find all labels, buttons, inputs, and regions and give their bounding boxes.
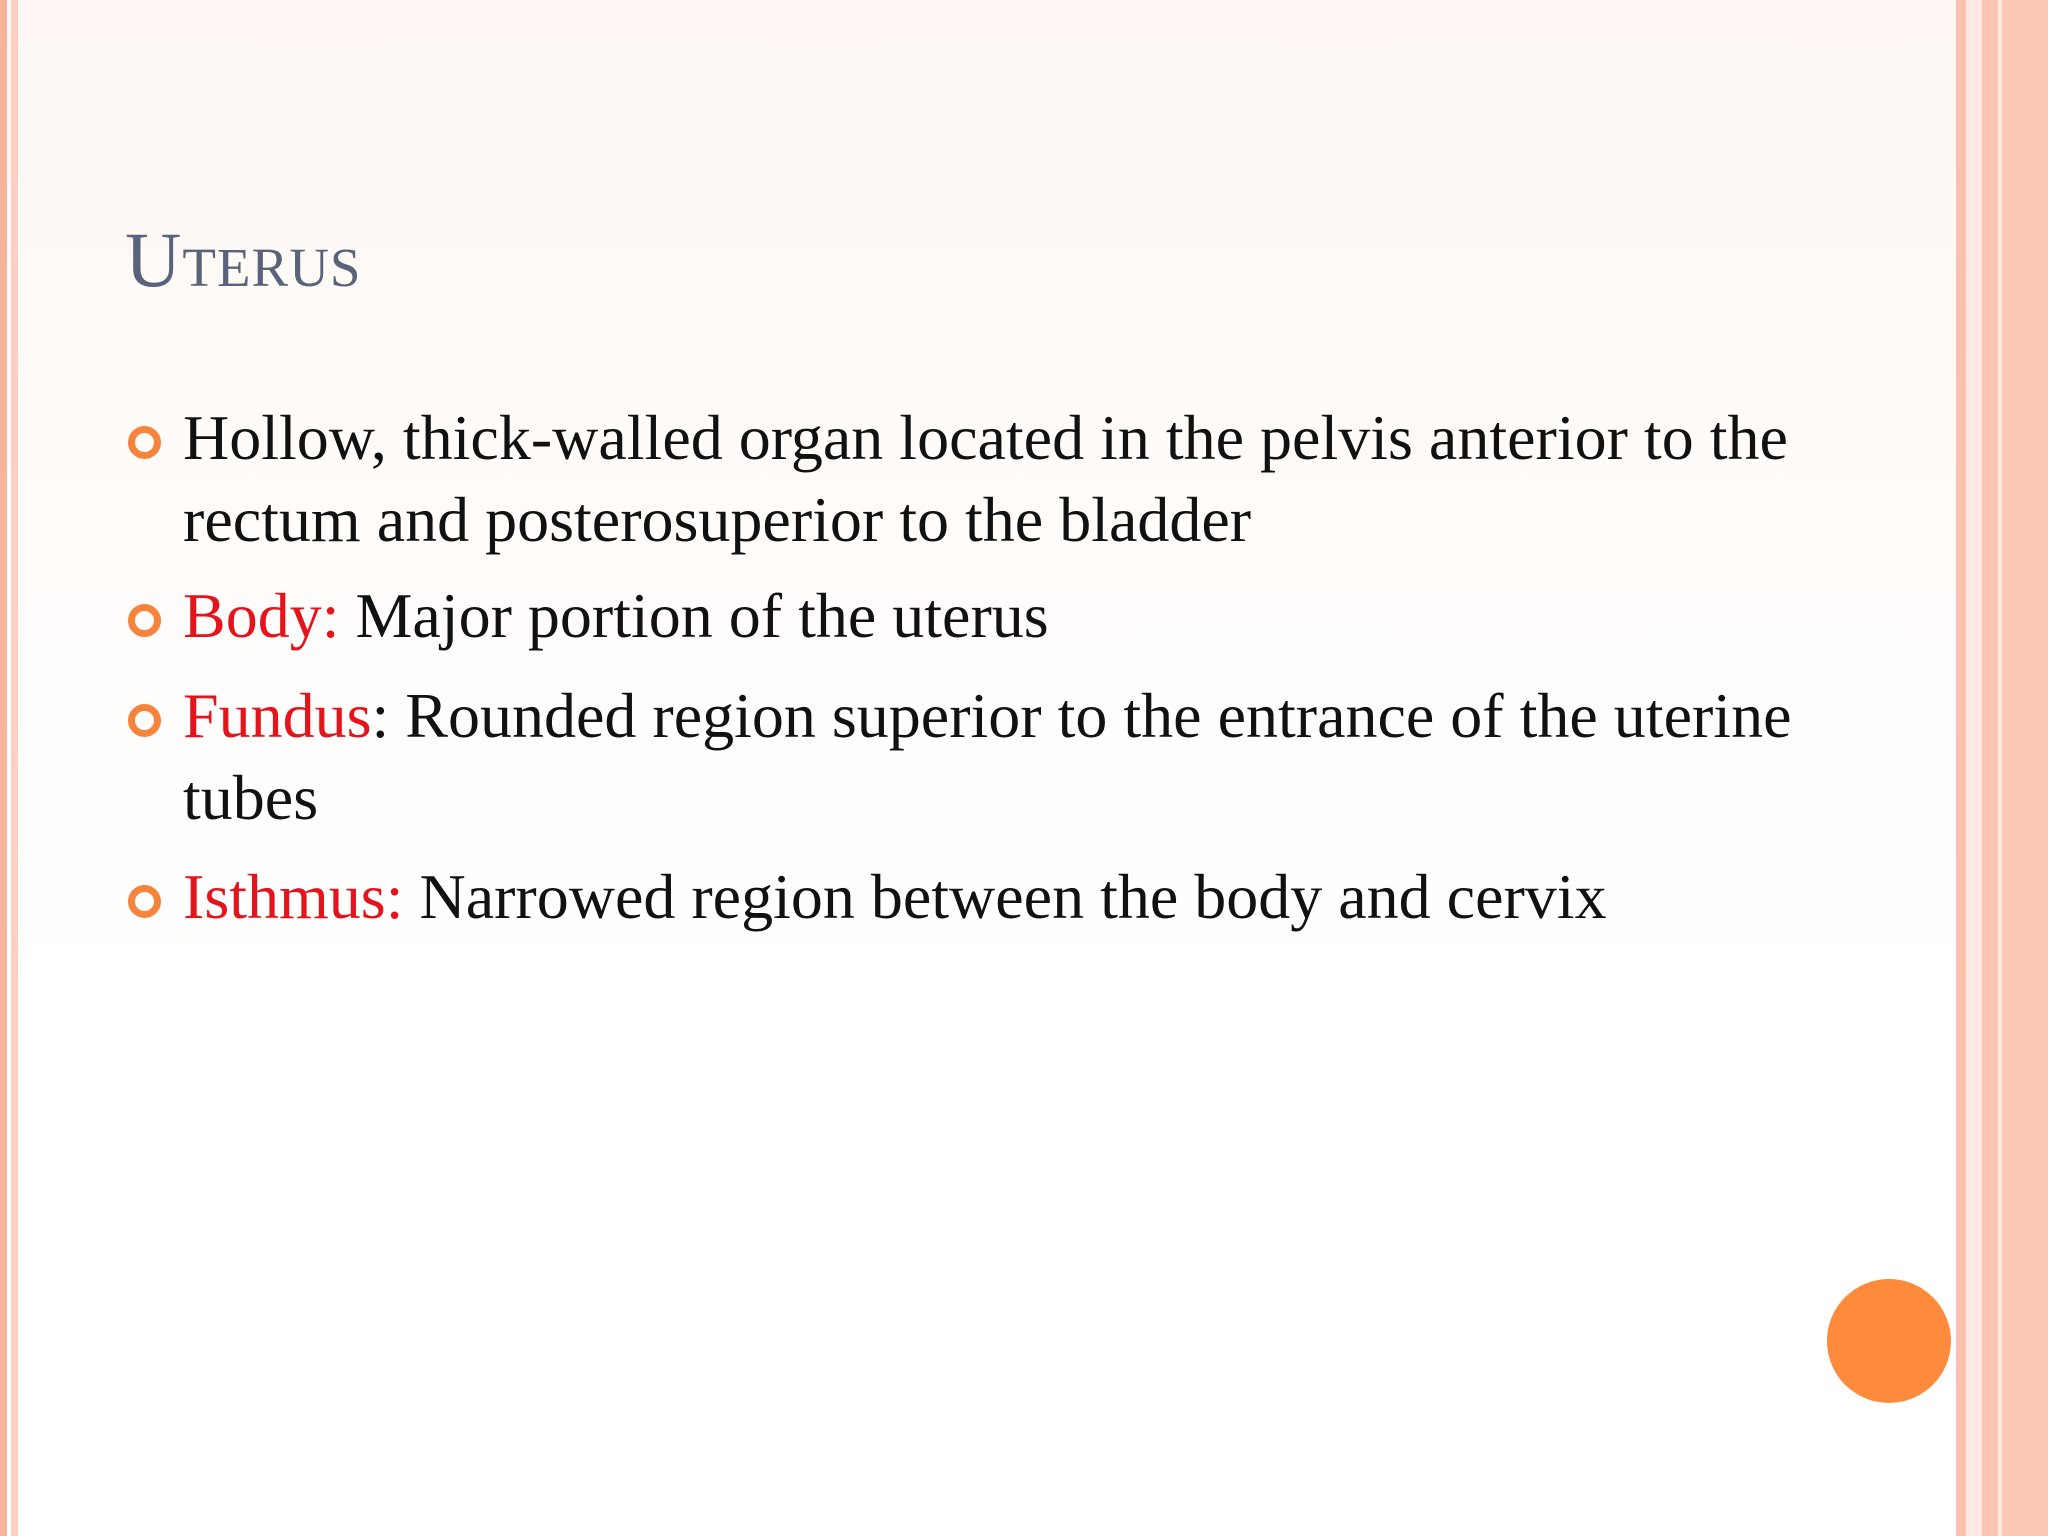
- bullet-content: [183, 856, 1888, 938]
- bullet-item: [128, 575, 1888, 657]
- orange-circle-icon: [1827, 1279, 1951, 1403]
- bullet-term: Body:: [183, 580, 340, 651]
- bullet-term: Isthmus:: [183, 861, 404, 932]
- bullet-separator: :: [371, 680, 390, 751]
- bullet-term: Fundus: [183, 680, 372, 751]
- bullet-text: Narrowed region between the body and cervix: [403, 861, 1607, 932]
- slide-title: Uterus: [125, 216, 362, 303]
- bullet-circle-icon: [128, 604, 161, 637]
- bullet-circle-icon: [128, 885, 161, 918]
- bullet-text: Hollow, thick-walled organ located in the pelvis anterior to the rectum and posterosuperior to the bladder: [183, 402, 1788, 555]
- bullet-content: [183, 397, 1888, 561]
- bullet-item: [128, 856, 1888, 938]
- bullet-circle-icon: [128, 426, 161, 459]
- bullet-content: [183, 575, 1888, 657]
- bullet-item: [128, 675, 1888, 839]
- bullet-circle-icon: [128, 704, 161, 737]
- bullet-content: [183, 675, 1888, 839]
- bullet-text: Major portion of the uterus: [339, 580, 1049, 651]
- bullet-item: [128, 397, 1888, 561]
- bullet-text: Rounded region superior to the entrance of the uterine tubes: [183, 680, 1792, 833]
